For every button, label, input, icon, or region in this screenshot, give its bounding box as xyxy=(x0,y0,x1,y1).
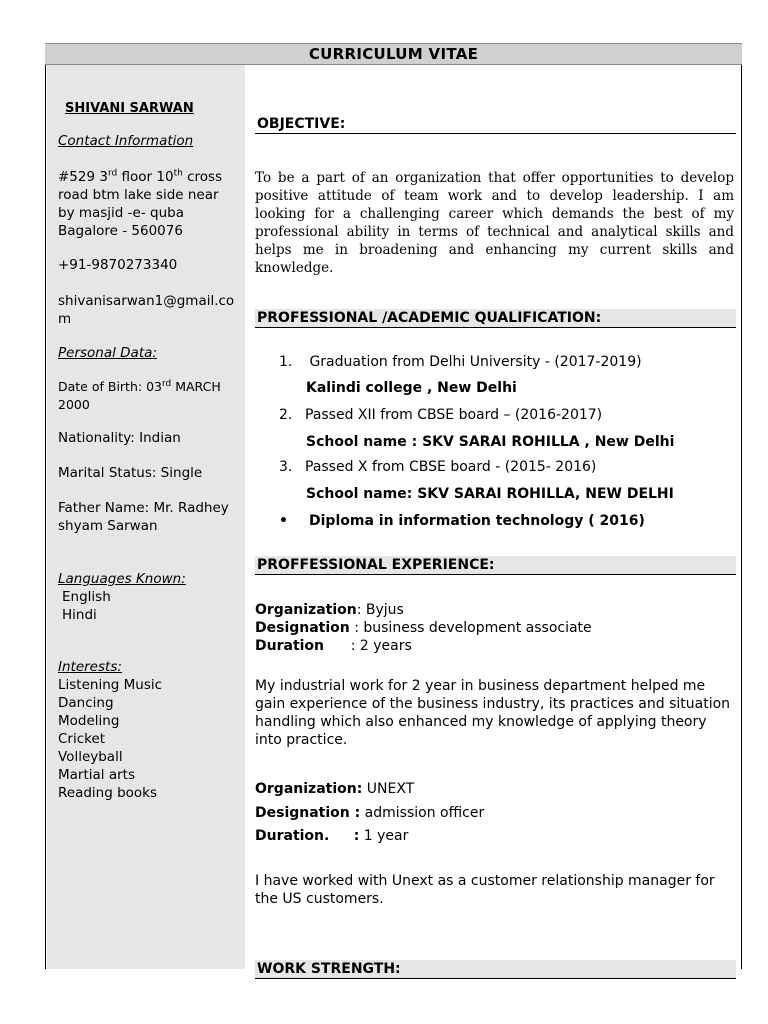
experience-entry-1: Organization: Byjus Designation : business development associate Duration : 2 years xyxy=(255,602,592,654)
experience-description-2: I have worked with Unext as a customer relationship manager for the US customers. xyxy=(255,873,715,907)
date-of-birth: Date of Birth: 03rd MARCH 2000 xyxy=(58,378,221,412)
bullet-icon: • xyxy=(279,513,288,529)
interest-item: Cricket xyxy=(58,731,106,747)
address: #529 3rd floor 10th cross road btm lake side near by masjid -e- quba Bagalore - 560076 xyxy=(58,168,223,239)
interest-item: Martial arts xyxy=(58,767,135,783)
cv-title: CURRICULUM VITAE xyxy=(45,43,742,65)
experience-description-1: My industrial work for 2 year in business department helped me gain experience of the business industry, its practices and situation handling which also enhanced my knowledge of applying theory into practice. xyxy=(255,678,731,748)
objective-text: To be a part of an organization that offer opportunities to develop positive attitude of team work and to develop leadership. I am looking for a challenging career which demands the best of my professional ability in terms of technical and analytical skills and helps me in broadening and enhancing my current skills and knowledge. xyxy=(255,170,734,276)
interest-item: Modeling xyxy=(58,713,120,729)
experience-entry-2: Organization: UNEXT Designation : admission officer Duration. : 1 year xyxy=(255,781,485,844)
interests-list xyxy=(58,676,240,802)
candidate-name: SHIVANI SARWAN xyxy=(65,101,194,116)
personal-data-heading: Personal Data: xyxy=(58,345,157,361)
experience-heading: PROFFESSIONAL EXPERIENCE: xyxy=(255,556,736,575)
qualification-institution: School name : SKV SARAI ROHILLA , New Delhi xyxy=(306,434,675,450)
nationality: Nationality: Indian xyxy=(58,430,181,446)
contact-heading: Contact Information xyxy=(58,133,194,149)
cv-page xyxy=(45,43,742,977)
languages-list xyxy=(62,588,244,624)
interest-item: Reading books xyxy=(58,785,158,801)
objective-heading: OBJECTIVE: xyxy=(255,115,736,134)
work-strength-heading: WORK STRENGTH: xyxy=(255,960,736,979)
page-left-border xyxy=(45,65,46,969)
interest-item: Dancing xyxy=(58,695,114,711)
diploma-item: • Diploma in information technology ( 2016) xyxy=(279,513,645,529)
interest-item: Volleyball xyxy=(58,749,123,765)
interests-heading: Interests: xyxy=(58,659,122,675)
page-right-border xyxy=(741,65,742,969)
qualification-item: 1. Graduation from Delhi University - (2017-2019) xyxy=(279,354,642,370)
main-content xyxy=(255,65,736,977)
qualification-item: 3. Passed X from CBSE board - (2015- 2016) xyxy=(279,459,597,475)
qualification-item: 2. Passed XII from CBSE board – (2016-2017) xyxy=(279,407,603,423)
marital-status: Marital Status: Single xyxy=(58,465,203,481)
father-name: Father Name: Mr. Radhey shyam Sarwan xyxy=(58,500,229,534)
phone: +91-9870273340 xyxy=(58,257,178,273)
interest-item: Listening Music xyxy=(58,677,163,693)
language-item: Hindi xyxy=(62,607,97,623)
language-item: English xyxy=(62,589,111,605)
sidebar xyxy=(47,65,245,969)
qualification-institution: School name: SKV SARAI ROHILLA, NEW DELHI xyxy=(306,486,674,502)
qualification-institution: Kalindi college , New Delhi xyxy=(306,380,517,396)
email: shivanisarwan1@gmail.co m xyxy=(58,293,235,327)
languages-heading: Languages Known: xyxy=(58,571,186,587)
qualification-heading: PROFESSIONAL /ACADEMIC QUALIFICATION: xyxy=(255,309,736,328)
